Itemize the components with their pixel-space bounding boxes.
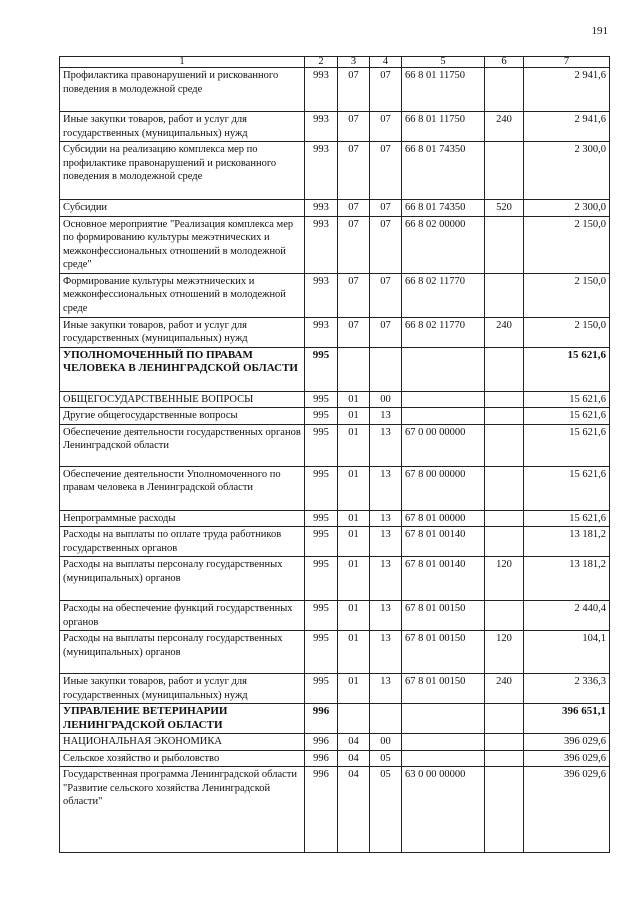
column-number: 2 bbox=[305, 57, 338, 68]
subsection-code-cell: 13 bbox=[370, 510, 402, 527]
target-article-cell: 66 8 01 11750 bbox=[402, 68, 485, 112]
row-name-cell: Субсидии на реализацию комплекса мер по профилактике правонарушений и рискованного поведения в молодежной среде bbox=[60, 142, 305, 200]
table-row bbox=[60, 424, 610, 466]
amount-cell: 396 651,1 bbox=[524, 704, 610, 734]
expense-type-cell bbox=[485, 734, 524, 751]
ministry-code-cell: 995 bbox=[305, 347, 338, 391]
target-article-cell: 67 8 01 00000 bbox=[402, 510, 485, 527]
amount-cell: 13 181,2 bbox=[524, 527, 610, 557]
row-name-cell: Субсидии bbox=[60, 200, 305, 217]
section-code-cell: 07 bbox=[338, 273, 370, 317]
target-article-cell bbox=[402, 391, 485, 408]
amount-cell: 2 941,6 bbox=[524, 68, 610, 112]
target-article-cell bbox=[402, 704, 485, 734]
table-row bbox=[60, 674, 610, 704]
expense-type-cell bbox=[485, 750, 524, 767]
table-row bbox=[60, 527, 610, 557]
ministry-code-cell: 995 bbox=[305, 408, 338, 425]
target-article-cell: 66 8 02 11770 bbox=[402, 273, 485, 317]
budget-table bbox=[59, 56, 610, 853]
target-article-cell: 67 0 00 00000 bbox=[402, 424, 485, 466]
row-name-cell: Расходы на выплаты персоналу государственных (муниципальных) органов bbox=[60, 631, 305, 674]
subsection-code-cell: 00 bbox=[370, 734, 402, 751]
table-row bbox=[60, 317, 610, 347]
ministry-code-cell: 993 bbox=[305, 216, 338, 273]
expense-type-cell bbox=[485, 767, 524, 853]
section-code-cell bbox=[338, 347, 370, 391]
table-row bbox=[60, 704, 610, 734]
table-row bbox=[60, 557, 610, 601]
expense-type-cell: 120 bbox=[485, 557, 524, 601]
amount-cell: 2 300,0 bbox=[524, 142, 610, 200]
section-code-cell: 01 bbox=[338, 466, 370, 510]
row-name-cell: Иные закупки товаров, работ и услуг для государственных (муниципальных) нужд bbox=[60, 317, 305, 347]
section-code-cell: 01 bbox=[338, 391, 370, 408]
expense-type-cell: 520 bbox=[485, 200, 524, 217]
row-name-cell: Обеспечение деятельности Уполномоченного по правам человека в Ленинградской области bbox=[60, 466, 305, 510]
amount-cell: 2 150,0 bbox=[524, 317, 610, 347]
table-row bbox=[60, 510, 610, 527]
amount-cell: 2 440,4 bbox=[524, 601, 610, 631]
amount-cell: 2 336,3 bbox=[524, 674, 610, 704]
amount-cell: 396 029,6 bbox=[524, 767, 610, 853]
expense-type-cell: 240 bbox=[485, 317, 524, 347]
subsection-code-cell: 13 bbox=[370, 631, 402, 674]
column-number: 6 bbox=[485, 57, 524, 68]
section-code-cell bbox=[338, 704, 370, 734]
amount-cell: 15 621,6 bbox=[524, 466, 610, 510]
ministry-code-cell: 995 bbox=[305, 674, 338, 704]
subsection-code-cell: 07 bbox=[370, 216, 402, 273]
ministry-code-cell: 996 bbox=[305, 750, 338, 767]
target-article-cell bbox=[402, 408, 485, 425]
ministry-code-cell: 995 bbox=[305, 631, 338, 674]
section-code-cell: 04 bbox=[338, 750, 370, 767]
section-code-cell: 07 bbox=[338, 317, 370, 347]
row-name-cell: УПОЛНОМОЧЕННЫЙ ПО ПРАВАМ ЧЕЛОВЕКА В ЛЕНИНГРАДСКОЙ ОБЛАСТИ bbox=[60, 347, 305, 391]
section-code-cell: 01 bbox=[338, 527, 370, 557]
ministry-code-cell: 995 bbox=[305, 557, 338, 601]
ministry-code-cell: 993 bbox=[305, 68, 338, 112]
target-article-cell: 66 8 01 74350 bbox=[402, 142, 485, 200]
table-row bbox=[60, 68, 610, 112]
table-row bbox=[60, 347, 610, 391]
column-number: 5 bbox=[402, 57, 485, 68]
target-article-cell: 67 8 00 00000 bbox=[402, 466, 485, 510]
target-article-cell: 67 8 01 00140 bbox=[402, 527, 485, 557]
subsection-code-cell: 07 bbox=[370, 273, 402, 317]
subsection-code-cell: 07 bbox=[370, 68, 402, 112]
ministry-code-cell: 993 bbox=[305, 200, 338, 217]
subsection-code-cell: 05 bbox=[370, 750, 402, 767]
expense-type-cell bbox=[485, 216, 524, 273]
target-article-cell bbox=[402, 734, 485, 751]
amount-cell: 396 029,6 bbox=[524, 750, 610, 767]
section-code-cell: 01 bbox=[338, 674, 370, 704]
target-article-cell: 67 8 01 00150 bbox=[402, 631, 485, 674]
ministry-code-cell: 995 bbox=[305, 391, 338, 408]
amount-cell: 13 181,2 bbox=[524, 557, 610, 601]
target-article-cell bbox=[402, 347, 485, 391]
amount-cell: 15 621,6 bbox=[524, 510, 610, 527]
subsection-code-cell bbox=[370, 347, 402, 391]
table-row bbox=[60, 391, 610, 408]
row-name-cell: Другие общегосударственные вопросы bbox=[60, 408, 305, 425]
section-code-cell: 07 bbox=[338, 142, 370, 200]
subsection-code-cell: 05 bbox=[370, 767, 402, 853]
ministry-code-cell: 995 bbox=[305, 466, 338, 510]
target-article-cell: 67 8 01 00150 bbox=[402, 601, 485, 631]
target-article-cell: 66 8 02 11770 bbox=[402, 317, 485, 347]
subsection-code-cell: 07 bbox=[370, 317, 402, 347]
column-number: 3 bbox=[338, 57, 370, 68]
expense-type-cell: 240 bbox=[485, 674, 524, 704]
table-row bbox=[60, 200, 610, 217]
subsection-code-cell: 13 bbox=[370, 408, 402, 425]
amount-cell: 2 150,0 bbox=[524, 216, 610, 273]
expense-type-cell bbox=[485, 408, 524, 425]
expense-type-cell bbox=[485, 391, 524, 408]
table-row bbox=[60, 734, 610, 751]
row-name-cell: НАЦИОНАЛЬНАЯ ЭКОНОМИКА bbox=[60, 734, 305, 751]
table-row bbox=[60, 273, 610, 317]
section-code-cell: 04 bbox=[338, 734, 370, 751]
amount-cell: 2 300,0 bbox=[524, 200, 610, 217]
subsection-code-cell: 13 bbox=[370, 527, 402, 557]
subsection-code-cell: 13 bbox=[370, 466, 402, 510]
expense-type-cell bbox=[485, 68, 524, 112]
subsection-code-cell: 13 bbox=[370, 601, 402, 631]
expense-type-cell bbox=[485, 142, 524, 200]
target-article-cell: 63 0 00 00000 bbox=[402, 767, 485, 853]
target-article-cell: 67 8 01 00150 bbox=[402, 674, 485, 704]
amount-cell: 2 941,6 bbox=[524, 112, 610, 142]
expense-type-cell bbox=[485, 466, 524, 510]
amount-cell: 2 150,0 bbox=[524, 273, 610, 317]
section-code-cell: 01 bbox=[338, 424, 370, 466]
row-name-cell: Обеспечение деятельности государственных органов Ленинградской области bbox=[60, 424, 305, 466]
ministry-code-cell: 996 bbox=[305, 767, 338, 853]
table-row bbox=[60, 408, 610, 425]
section-code-cell: 01 bbox=[338, 631, 370, 674]
row-name-cell: Профилактика правонарушений и рискованного поведения в молодежной среде bbox=[60, 68, 305, 112]
amount-cell: 15 621,6 bbox=[524, 424, 610, 466]
section-code-cell: 07 bbox=[338, 200, 370, 217]
ministry-code-cell: 996 bbox=[305, 704, 338, 734]
section-code-cell: 01 bbox=[338, 510, 370, 527]
row-name-cell: УПРАВЛЕНИЕ ВЕТЕРИНАРИИ ЛЕНИНГРАДСКОЙ ОБЛАСТИ bbox=[60, 704, 305, 734]
row-name-cell: Расходы на обеспечение функций государственных органов bbox=[60, 601, 305, 631]
subsection-code-cell: 13 bbox=[370, 424, 402, 466]
ministry-code-cell: 993 bbox=[305, 317, 338, 347]
row-name-cell: Государственная программа Ленинградской области "Развитие сельского хозяйства Ленинградской области" bbox=[60, 767, 305, 853]
row-name-cell: Расходы на выплаты персоналу государственных (муниципальных) органов bbox=[60, 557, 305, 601]
expense-type-cell bbox=[485, 527, 524, 557]
page-number: 191 bbox=[591, 25, 608, 37]
subsection-code-cell: 00 bbox=[370, 391, 402, 408]
section-code-cell: 01 bbox=[338, 408, 370, 425]
ministry-code-cell: 995 bbox=[305, 424, 338, 466]
expense-type-cell bbox=[485, 704, 524, 734]
subsection-code-cell bbox=[370, 704, 402, 734]
section-code-cell: 07 bbox=[338, 216, 370, 273]
amount-cell: 15 621,6 bbox=[524, 408, 610, 425]
expense-type-cell bbox=[485, 273, 524, 317]
table-row bbox=[60, 631, 610, 674]
section-code-cell: 07 bbox=[338, 68, 370, 112]
section-code-cell: 04 bbox=[338, 767, 370, 853]
section-code-cell: 01 bbox=[338, 557, 370, 601]
column-number: 1 bbox=[60, 57, 305, 68]
table-row bbox=[60, 216, 610, 273]
ministry-code-cell: 993 bbox=[305, 112, 338, 142]
subsection-code-cell: 07 bbox=[370, 142, 402, 200]
row-name-cell: Иные закупки товаров, работ и услуг для государственных (муниципальных) нужд bbox=[60, 674, 305, 704]
section-code-cell: 07 bbox=[338, 112, 370, 142]
column-number-row bbox=[60, 57, 610, 68]
section-code-cell: 01 bbox=[338, 601, 370, 631]
subsection-code-cell: 13 bbox=[370, 674, 402, 704]
table-row bbox=[60, 112, 610, 142]
target-article-cell: 66 8 01 11750 bbox=[402, 112, 485, 142]
amount-cell: 15 621,6 bbox=[524, 391, 610, 408]
ministry-code-cell: 995 bbox=[305, 527, 338, 557]
row-name-cell: ОБЩЕГОСУДАРСТВЕННЫЕ ВОПРОСЫ bbox=[60, 391, 305, 408]
expense-type-cell bbox=[485, 510, 524, 527]
subsection-code-cell: 07 bbox=[370, 112, 402, 142]
target-article-cell: 66 8 01 74350 bbox=[402, 200, 485, 217]
table-row bbox=[60, 601, 610, 631]
expense-type-cell: 120 bbox=[485, 631, 524, 674]
target-article-cell: 67 8 01 00140 bbox=[402, 557, 485, 601]
ministry-code-cell: 993 bbox=[305, 273, 338, 317]
table-row bbox=[60, 142, 610, 200]
row-name-cell: Сельское хозяйство и рыболовство bbox=[60, 750, 305, 767]
table-row bbox=[60, 466, 610, 510]
row-name-cell: Основное мероприятие "Реализация комплекса мер по формированию культуры межэтнических и межконфессиональных отношений в молодежной среде" bbox=[60, 216, 305, 273]
amount-cell: 396 029,6 bbox=[524, 734, 610, 751]
expense-type-cell bbox=[485, 601, 524, 631]
target-article-cell: 66 8 02 00000 bbox=[402, 216, 485, 273]
row-name-cell: Расходы на выплаты по оплате труда работников государственных органов bbox=[60, 527, 305, 557]
column-number: 7 bbox=[524, 57, 610, 68]
row-name-cell: Непрограммные расходы bbox=[60, 510, 305, 527]
expense-type-cell: 240 bbox=[485, 112, 524, 142]
row-name-cell: Иные закупки товаров, работ и услуг для государственных (муниципальных) нужд bbox=[60, 112, 305, 142]
column-number: 4 bbox=[370, 57, 402, 68]
ministry-code-cell: 993 bbox=[305, 142, 338, 200]
expense-type-cell bbox=[485, 347, 524, 391]
ministry-code-cell: 995 bbox=[305, 601, 338, 631]
target-article-cell bbox=[402, 750, 485, 767]
ministry-code-cell: 996 bbox=[305, 734, 338, 751]
amount-cell: 104,1 bbox=[524, 631, 610, 674]
subsection-code-cell: 13 bbox=[370, 557, 402, 601]
amount-cell: 15 621,6 bbox=[524, 347, 610, 391]
row-name-cell: Формирование культуры межэтнических и межконфессиональных отношений в молодежной среде bbox=[60, 273, 305, 317]
ministry-code-cell: 995 bbox=[305, 510, 338, 527]
subsection-code-cell: 07 bbox=[370, 200, 402, 217]
table-row bbox=[60, 750, 610, 767]
expense-type-cell bbox=[485, 424, 524, 466]
table-row bbox=[60, 767, 610, 853]
